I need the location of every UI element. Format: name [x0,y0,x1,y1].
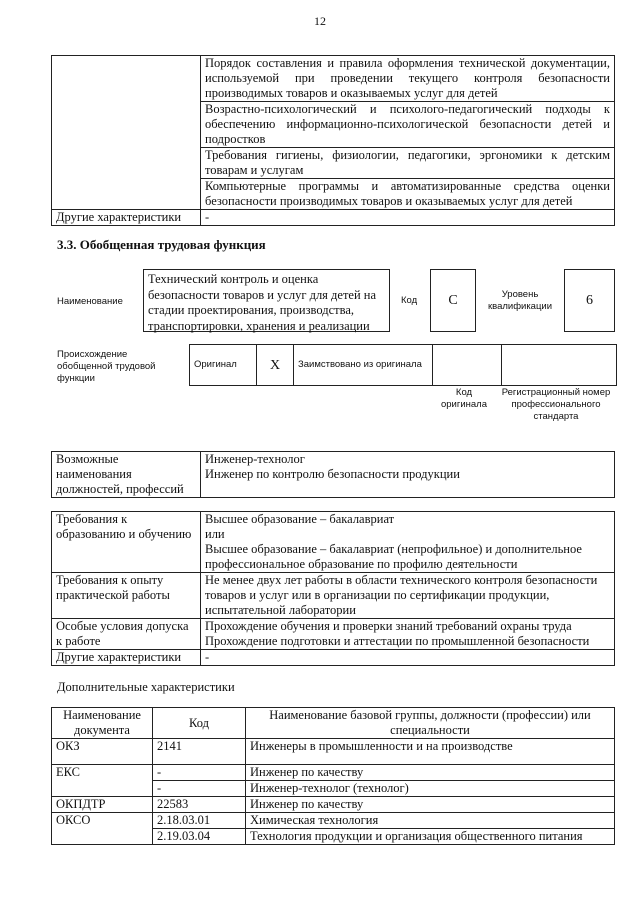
table-cell [52,56,201,102]
table-cell: - [201,210,615,226]
table-cell: 2141 [153,739,246,765]
original-label: Оригинал [194,359,237,370]
table-cell: Другие характеристики [52,650,201,666]
requirement-line: Прохождение подготовки и аттестации по промышленной безопасности [205,634,590,648]
requirements-table [51,511,615,666]
position-item: Инженер по контролю безопасности продукции [205,467,460,481]
header-cell: Наименование документа [52,708,153,739]
table-cell: Инженер-технолог (технолог) [246,781,615,797]
requirement-line: Не менее двух лет работы в области технического контроля безопасности товаров и услуг или в организации по сертификации продукции, испытательной лаборатории [205,573,598,617]
table-cell: Возможные наименования должностей, профессий [52,452,201,498]
table-cell: Требования к опыту практической работы [52,573,201,619]
table-cell: Другие характеристики [52,210,201,226]
page-number: 12 [314,14,326,28]
table-cell [433,345,502,386]
requirement-line: Высшее образование – бакалавриат [205,512,395,526]
table-cell: ОКСО [52,813,153,829]
header-cell: Наименование базовой группы, должности (профессии) или специальности [246,708,615,739]
table-cell: Компьютерные программы и автоматизированные средства оценки безопасности производимых товаров и оказываемых услуг для детей [201,179,615,210]
table-cell: Требования к образованию и обучению [52,512,201,573]
requirement-line: Высшее образование – бакалавриат (непрофильное) и дополнительное профессиональное образование по профилю деятельности [205,542,582,571]
table-cell: ОКПДТР [52,797,153,813]
name-label: Наименование [57,296,123,307]
requirement-line: или [205,527,225,541]
knowledge-table [51,55,615,226]
table-cell: - [201,650,615,666]
table-cell: Инженеры в промышленности и на производстве [246,739,615,765]
level-value: 6 [564,269,615,332]
table-cell [294,345,433,386]
original-mark: X [257,345,294,386]
table-cell [52,781,153,797]
table-cell [52,829,153,845]
table-cell: Требования гигиены, физиологии, педагогики, эргономики к детским товарам и услугам [201,148,615,179]
origin-table [189,344,617,386]
caption-reg: Регистрационный номер профессионального стандарта [501,387,611,422]
additional-title: Дополнительные характеристики [57,680,235,694]
table-cell [52,102,201,148]
position-item: Инженер-технолог [205,452,305,466]
table-cell [502,345,617,386]
positions-table [51,451,615,498]
table-cell: Технология продукции и организация общественного питания [246,829,615,845]
caption-code: Код оригинала [440,387,487,410]
table-cell: - [153,781,246,797]
table-cell: 2.18.03.01 [153,813,246,829]
table-cell [52,148,201,179]
section-title: 3.3. Обобщенная трудовая функция [57,237,266,252]
function-name: Технический контроль и оценка безопасности товаров и услуг для детей на стадии проектирования, производства, транспортировки, хранения и реализации [143,269,390,332]
origin-label: Происхождение обобщенной трудовой функции [57,349,156,384]
code-label: Код [401,295,418,306]
table-cell: 2.19.03.04 [153,829,246,845]
table-cell: Химическая технология [246,813,615,829]
table-cell: Порядок составления и правила оформления технической документации, используемой при проведении текущего контроля безопасности производимых товаров и оказываемых услуг для детей [201,56,615,102]
table-cell: Инженер по качеству [246,765,615,781]
table-cell [190,345,257,386]
table-cell: Возрастно-психологический и психолого-педагогический подходы к обеспечению информационно-психологической безопасности детей и подростков [201,102,615,148]
table-cell [201,512,615,573]
additional-table [51,707,615,845]
table-cell: ОКЗ [52,739,153,765]
table-cell [52,179,201,210]
borrowed-label: Заимствовано из оригинала [298,359,422,370]
level-label: Уровень квалификации [487,289,553,312]
table-cell [201,573,615,619]
requirement-line: Прохождение обучения и проверки знаний требований охраны труда [205,619,572,633]
table-cell [201,619,615,650]
header-cell: Код [153,708,246,739]
table-cell: ЕКС [52,765,153,781]
table-cell: 22583 [153,797,246,813]
code-value: C [430,269,476,332]
table-cell: Инженер по качеству [246,797,615,813]
table-cell [201,452,615,498]
table-cell: Особые условия допуска к работе [52,619,201,650]
table-cell: - [153,765,246,781]
